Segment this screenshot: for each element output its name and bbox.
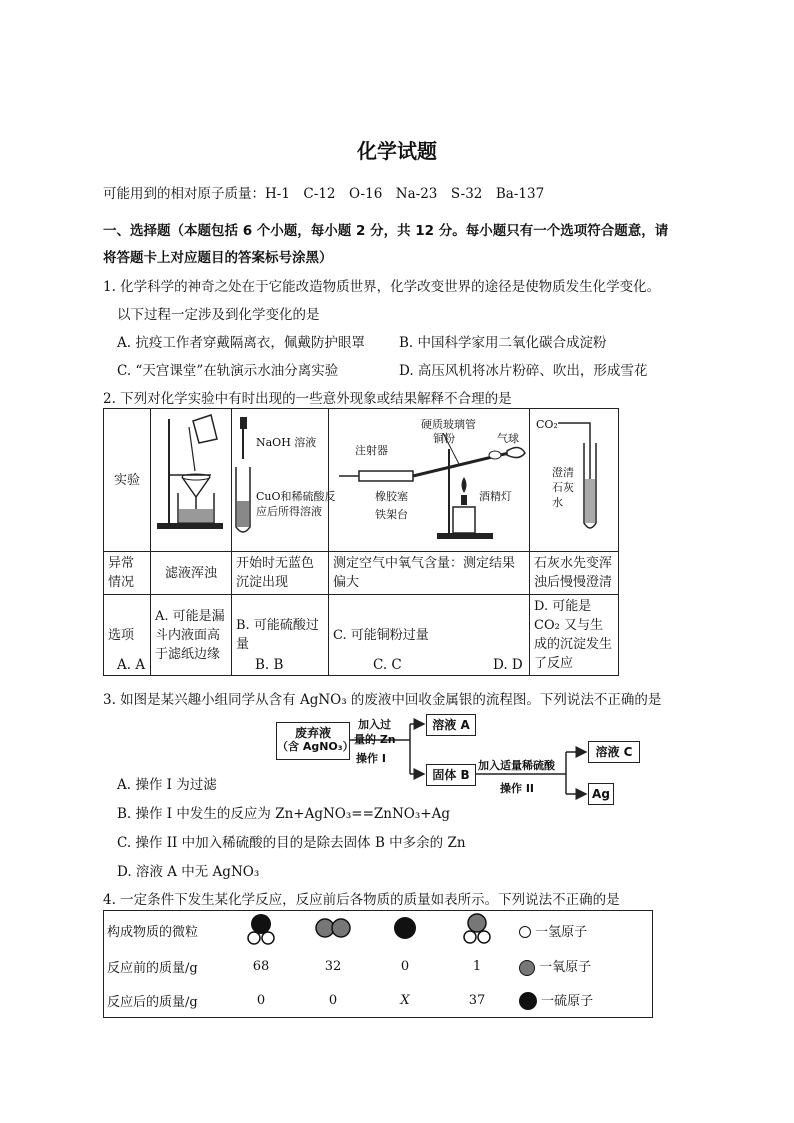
co2-label: CO₂ [536, 418, 558, 431]
q2-answer-b[interactable]: B. B [255, 657, 284, 673]
particle-h2s [225, 911, 297, 950]
abnormal-d: 石灰水先变浑浊后慢慢澄清 [530, 552, 619, 595]
abnormal-a: 滤液浑浊 [151, 552, 232, 595]
abnormal-b: 开始时无蓝色沉淀出现 [232, 552, 329, 595]
legend-hydrogen-label: 一氢原子 [535, 924, 588, 940]
q1-stem-line1: 1. 化学科学的神奇之处在于它能改造物质世界，化学改变世界的途径是使物质发生化学变化。 [103, 279, 661, 295]
sulfur-atom-icon [392, 915, 418, 941]
q3-option-c[interactable]: C. 操作 II 中加入稀硫酸的目的是除去固体 B 中多余的 Zn [117, 835, 466, 851]
before-2: 32 [324, 958, 342, 974]
section-heading-line2: 将答题卡上对应题目的答案标号涂黑） [103, 250, 333, 266]
q4-table [103, 910, 653, 1018]
q2-stem: 2. 下列对化学实验中有时出现的一些意外现象或结果解释不合理的是 [103, 391, 512, 407]
waste-liquid-box: 废弃液 （含 AgNO₃） [276, 722, 350, 760]
q1-option-a[interactable]: A. 抗疫工作者穿戴隔离衣，佩戴防护眼罩 [117, 335, 365, 351]
particle-o2 [297, 911, 369, 950]
legend-oxygen [513, 949, 653, 983]
row-label-experiment: 实验 [104, 409, 151, 552]
stopper-label: 橡胶塞 [375, 490, 408, 503]
q4-stem: 4. 一定条件下发生某化学反应，反应前后各物质的质量如表所示。下列说法不正确的是 [103, 892, 620, 908]
particle-s [369, 911, 441, 950]
copper-label: 铜粉 [433, 432, 455, 445]
after-4: 37 [468, 992, 486, 1008]
row-label-option: 选项 [104, 595, 151, 676]
q2-answer-c[interactable]: C. C [373, 657, 402, 673]
q3-option-d[interactable]: D. 溶液 A 中无 AgNO₃ [117, 864, 260, 880]
solid-b-box: 固体 B [426, 764, 476, 786]
operation-2-label: 操作 II [500, 782, 535, 795]
add-zn-label-2: 量的 Zn [354, 733, 396, 746]
o2-molecule-icon [313, 915, 353, 941]
atomic-masses: 可能用到的相对原子质量：H-1 C-12 O-16 Na-23 S-32 Ba-137 [103, 186, 545, 202]
option-a-cell: A. 可能是漏斗内液面高于滤纸边缘 [151, 595, 232, 676]
legend-hydrogen [513, 911, 653, 950]
tube-label: 硬质玻璃管 [421, 418, 476, 431]
before-3: 0 [400, 958, 410, 974]
q2-answer-d[interactable]: D. D [493, 657, 523, 673]
silver-box: Ag [588, 783, 614, 805]
row-label-particles: 构成物质的微粒 [107, 924, 199, 940]
row-label-before: 反应前的质量/g [107, 960, 198, 976]
abnormal-c: 测定空气中氧气含量：测定结果偏大 [329, 552, 530, 595]
sulfur-legend-icon [519, 992, 537, 1010]
q3-option-b[interactable]: B. 操作 I 中发生的反应为 Zn+AgNO₃==ZnNO₃+Ag [117, 806, 450, 822]
after-3: X [400, 992, 410, 1008]
h2o-molecule-icon [460, 911, 494, 945]
q3-stem: 3. 如图是某兴趣小组同学从含有 AgNO₃ 的废液中回收金属银的流程图。下列说法不正确的是 [103, 692, 662, 708]
naoh-label: NaOH 溶液 [256, 436, 317, 449]
limewater-label: 澄清石灰水 [552, 466, 574, 509]
option-d-cell: D. 可能是 CO₂ 又与生成的沉淀发生了反应 [530, 595, 619, 676]
row-label-after: 反应后的质量/g [107, 994, 198, 1010]
operation-1-label: 操作 I [356, 752, 386, 765]
cuo-label-2: 应后所得溶液 [256, 505, 322, 518]
solution-c-box: 溶液 C [588, 741, 640, 763]
add-zn-label-1: 加入过 [358, 718, 391, 731]
q2-answer-a[interactable]: A. A [117, 657, 146, 673]
row-label-abnormal: 异常情况 [104, 552, 151, 595]
legend-sulfur [513, 983, 653, 1018]
q1-option-c[interactable]: C. “天宫课堂”在轨演示水油分离实验 [117, 363, 339, 379]
option-b-cell: B. 可能硫酸过量 [232, 595, 329, 676]
q1-option-d[interactable]: D. 高压风机将冰片粉碎、吹出，形成雪花 [399, 363, 648, 379]
lamp-label: 酒精灯 [479, 490, 512, 503]
page-title: 化学试题 [357, 139, 437, 163]
cuo-label-1: CuO和稀硫酸反 [256, 490, 336, 503]
before-4: 1 [472, 958, 482, 974]
after-1: 0 [256, 992, 266, 1008]
add-acid-label: 加入适量稀硫酸 [478, 759, 555, 772]
balloon-label: 气球 [497, 432, 519, 445]
particle-h2o [441, 911, 513, 950]
stand-label: 铁架台 [375, 508, 408, 521]
q1-stem-line2: 以下过程一定涉及到化学变化的是 [117, 307, 320, 323]
after-2: 0 [328, 992, 338, 1008]
legend-oxygen-label: 一氧原子 [539, 960, 592, 976]
oxygen-atom-icon [519, 960, 535, 976]
before-1: 68 [252, 958, 270, 974]
q3-option-a[interactable]: A. 操作 I 为过滤 [117, 777, 217, 793]
hydrogen-atom-icon [519, 926, 531, 938]
legend-sulfur-label: 一硫原子 [541, 993, 594, 1009]
section-heading-line1: 一、选择题（本题包括 6 个小题，每小题 2 分，共 12 分。每小题只有一个选项符合题意，请 [103, 223, 669, 239]
syringe-label: 注射器 [355, 444, 388, 457]
h2s-molecule-icon [244, 911, 278, 945]
solution-a-box: 溶液 A [426, 714, 476, 736]
q1-option-b[interactable]: B. 中国科学家用二氧化碳合成淀粉 [399, 335, 607, 351]
option-c-cell: C. 可能铜粉过量 [329, 595, 530, 676]
